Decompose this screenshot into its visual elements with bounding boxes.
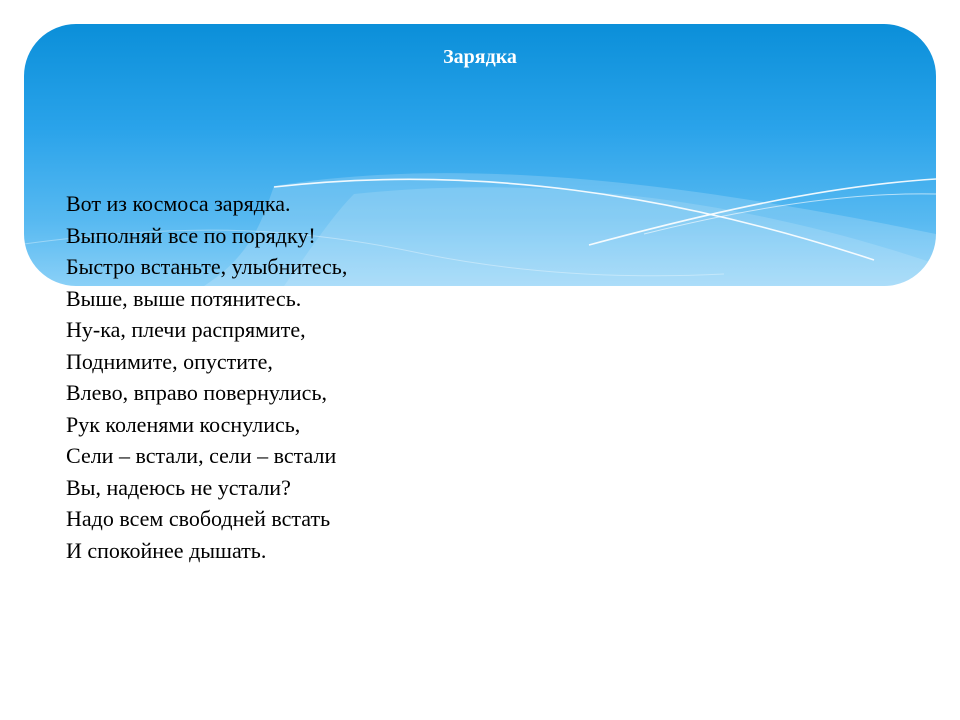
poem-line: Поднимите, опустите, — [66, 348, 273, 374]
poem-line: Быстро встаньте, улыбнитесь, — [66, 254, 348, 279]
poem-line: Выше, выше потянитесь. — [66, 285, 302, 311]
poem-line: Рук коленями коснулись, — [66, 411, 301, 437]
poem-line: Влево, вправо повернулись, — [66, 380, 327, 405]
wave-band-2 — [284, 187, 936, 286]
poem-line: Выполняй все по порядку! — [66, 222, 316, 248]
poem-line: Ну-ка, плечи распрямите, — [66, 317, 306, 342]
slide-title: Зарядка — [443, 46, 517, 68]
poem-line: И спокойнее дышать. — [66, 537, 267, 563]
poem-line: Надо всем свободней встать — [66, 506, 331, 531]
poem-line: Сели – встали, сели – встали — [66, 443, 337, 468]
poem-line: Вот из космоса зарядка. — [66, 191, 291, 216]
poem-text — [66, 188, 347, 566]
poem-line: Вы, надеюсь не устали? — [66, 474, 291, 500]
